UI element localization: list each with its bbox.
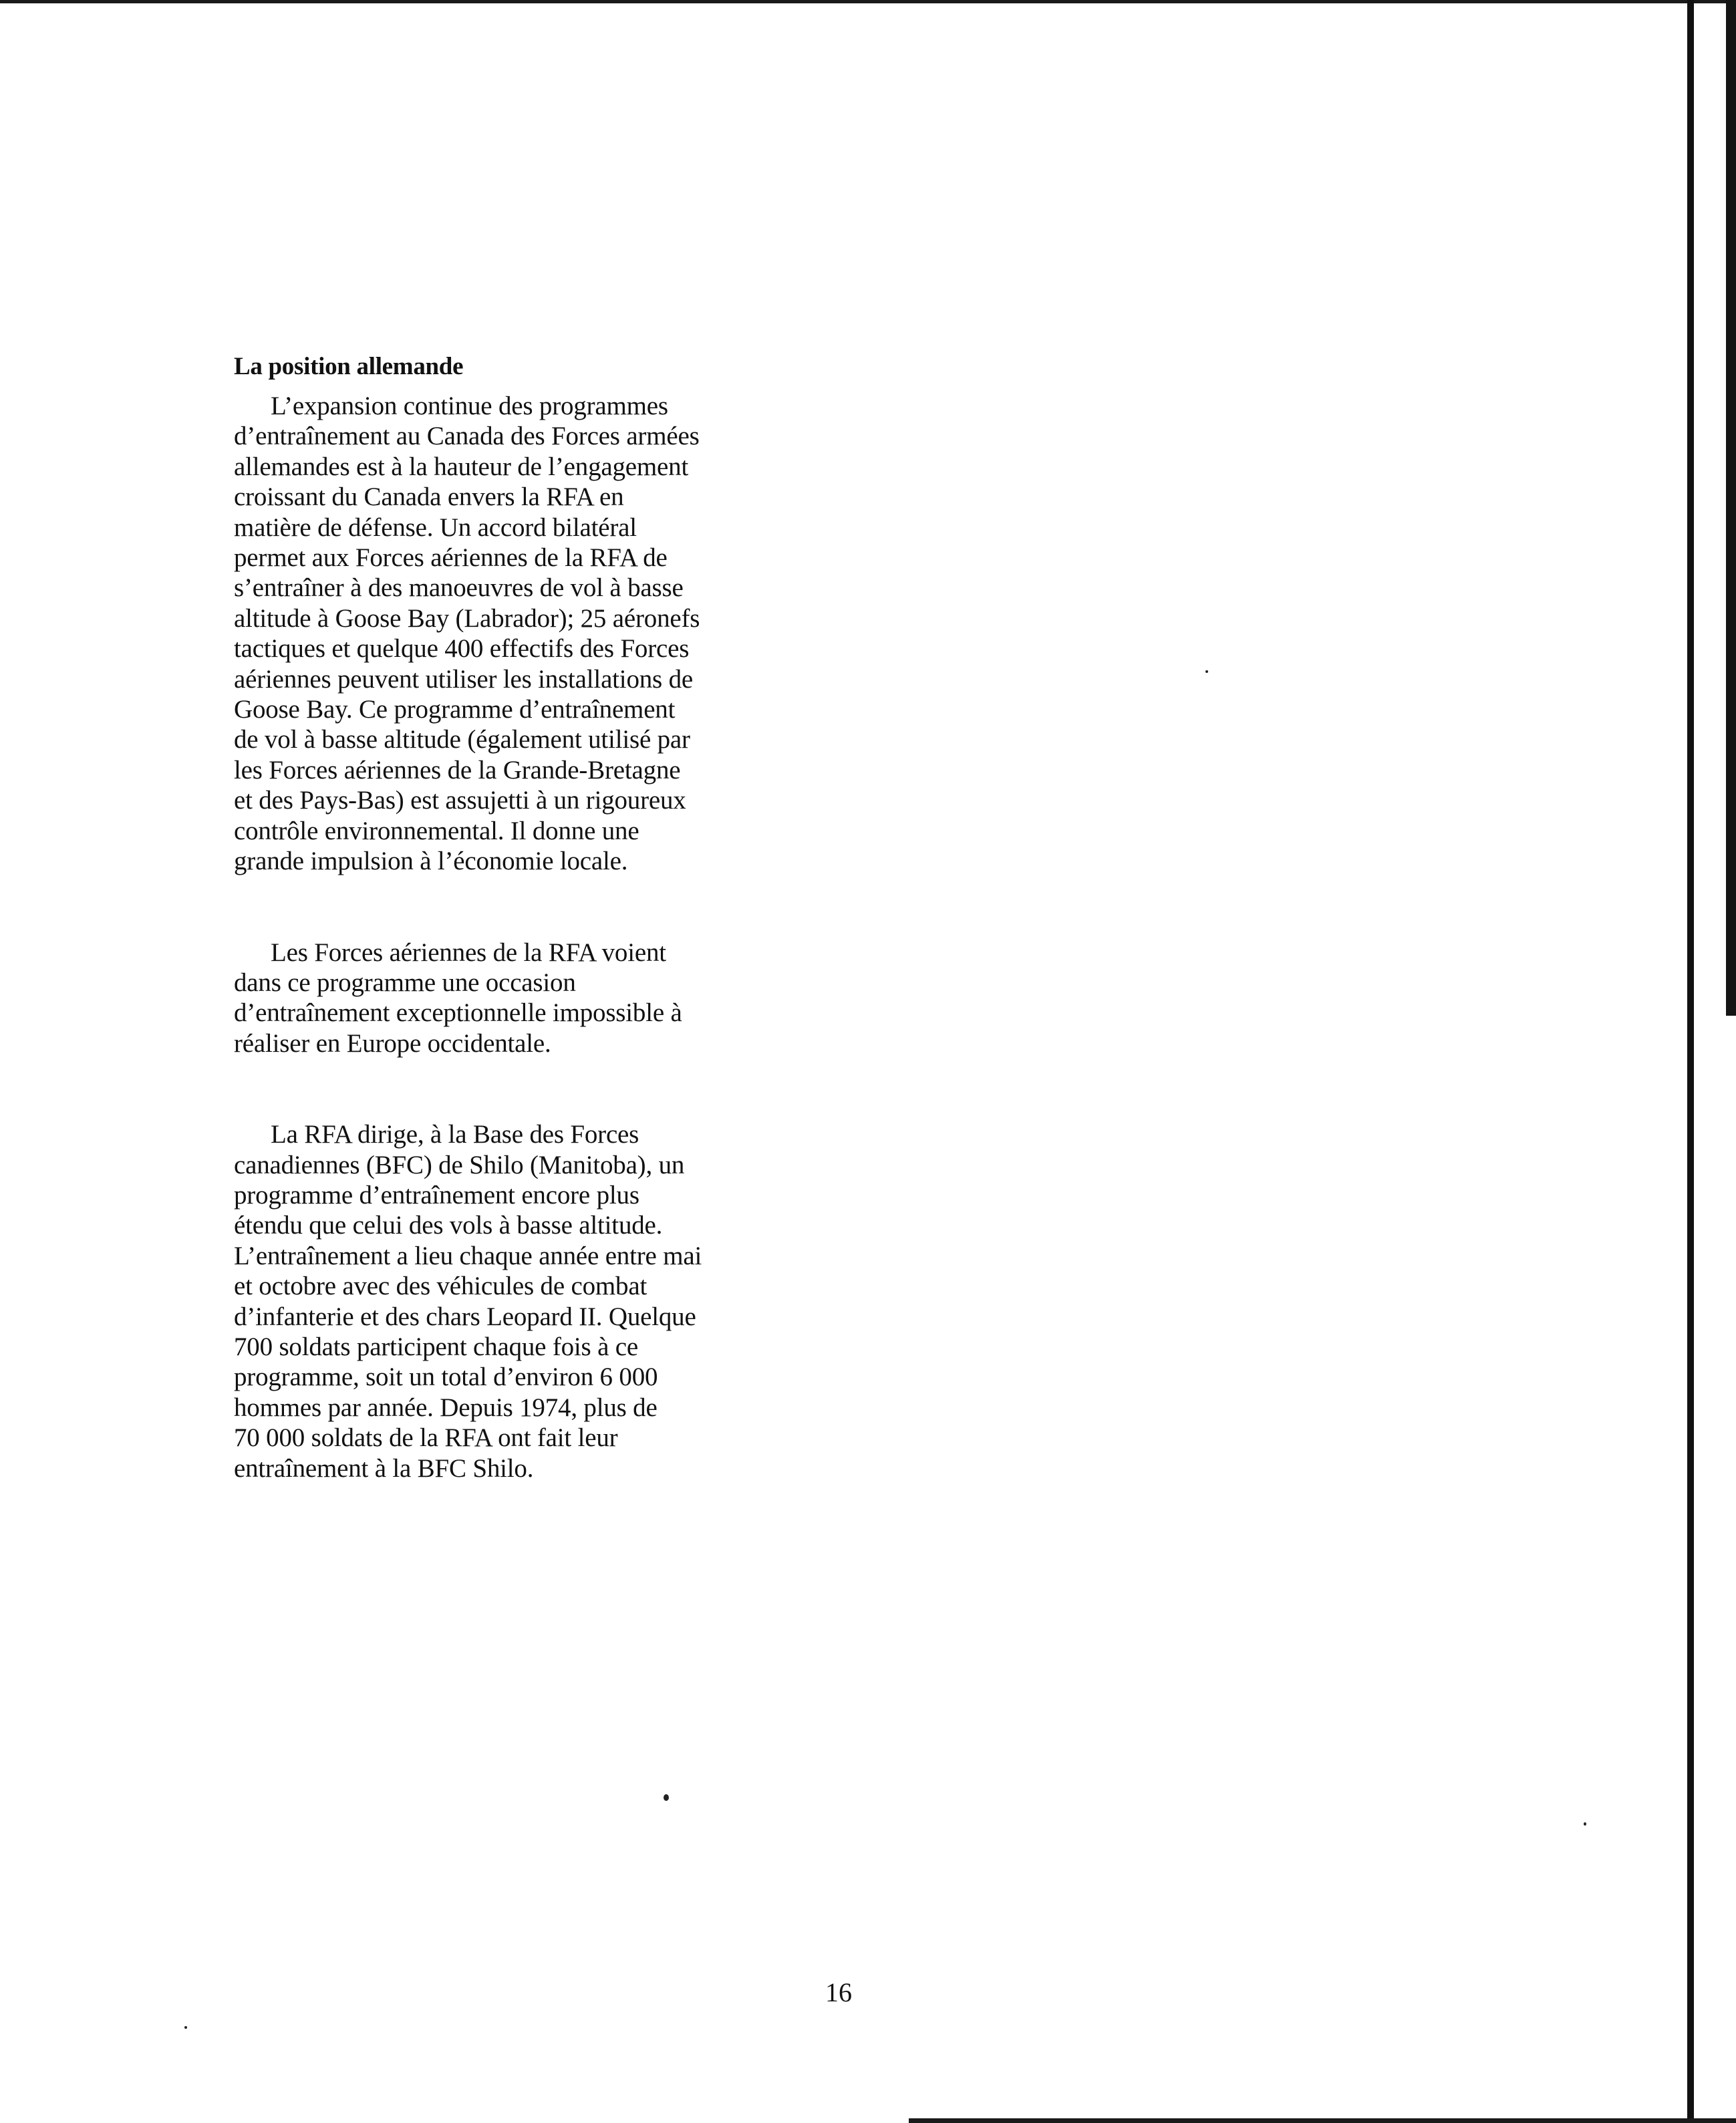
scan-speck (184, 2026, 187, 2029)
paragraph-2: Les Forces aériennes de la RFA voient dans ce programme une occasion d’entraînement exceptionnelle impossible à réaliser en Europe occidentale. (234, 938, 682, 1058)
paragraph-3: La RFA dirige, à la Base des Forces canadiennes (BFC) de Shilo (Manitoba), un programme d’entraînement encore plus étendu que celui des vols à basse altitude. L’entraînement a lieu chaque année entre mai et octobre avec des véhicules de combat d’infanterie et des chars Leopard II. Quelque 700 soldats participent chaque fois à ce programme, soit un total d’environ 6 000 hommes par année. Depuis 1974, plus de 70 000 soldats de la RFA ont fait leur entraînement à la BFC Shilo. (234, 1120, 702, 1483)
scan-edge-top (0, 0, 1736, 3)
scan-edge-bottom (909, 2118, 1736, 2123)
scan-speck (1584, 1822, 1586, 1826)
scan-speck (1205, 670, 1208, 673)
article-column (234, 351, 795, 1544)
paragraph-1: L’expansion continue des programmes d’entraînement au Canada des Forces armées allemandes est à la hauteur de l’engagement croissant du Canada envers la RFA en matière de défense. Un accord bilatéral permet aux Forces aériennes de la RFA de s’entraîner à des manoeuvres de vol à basse altitude à Goose Bay (Labrador); 25 aéronefs tactiques et quelque 400 effectifs des Forces aériennes peuvent utiliser les installations de Goose Bay. Ce programme d’entraînement de vol à basse altitude (également utilisé par les Forces aériennes de la Grande-Bretagne et des Pays-Bas) est assujetti à un rigoureux contrôle environnemental. Il donne une grande impulsion à l’économie locale. (234, 392, 700, 876)
scan-speck (664, 1794, 669, 1801)
section-heading: La position allemande (234, 353, 464, 380)
scan-edge-right-outer (1726, 0, 1736, 1016)
scan-edge-right (1687, 0, 1694, 2123)
page-number: 16 (825, 1977, 852, 2007)
